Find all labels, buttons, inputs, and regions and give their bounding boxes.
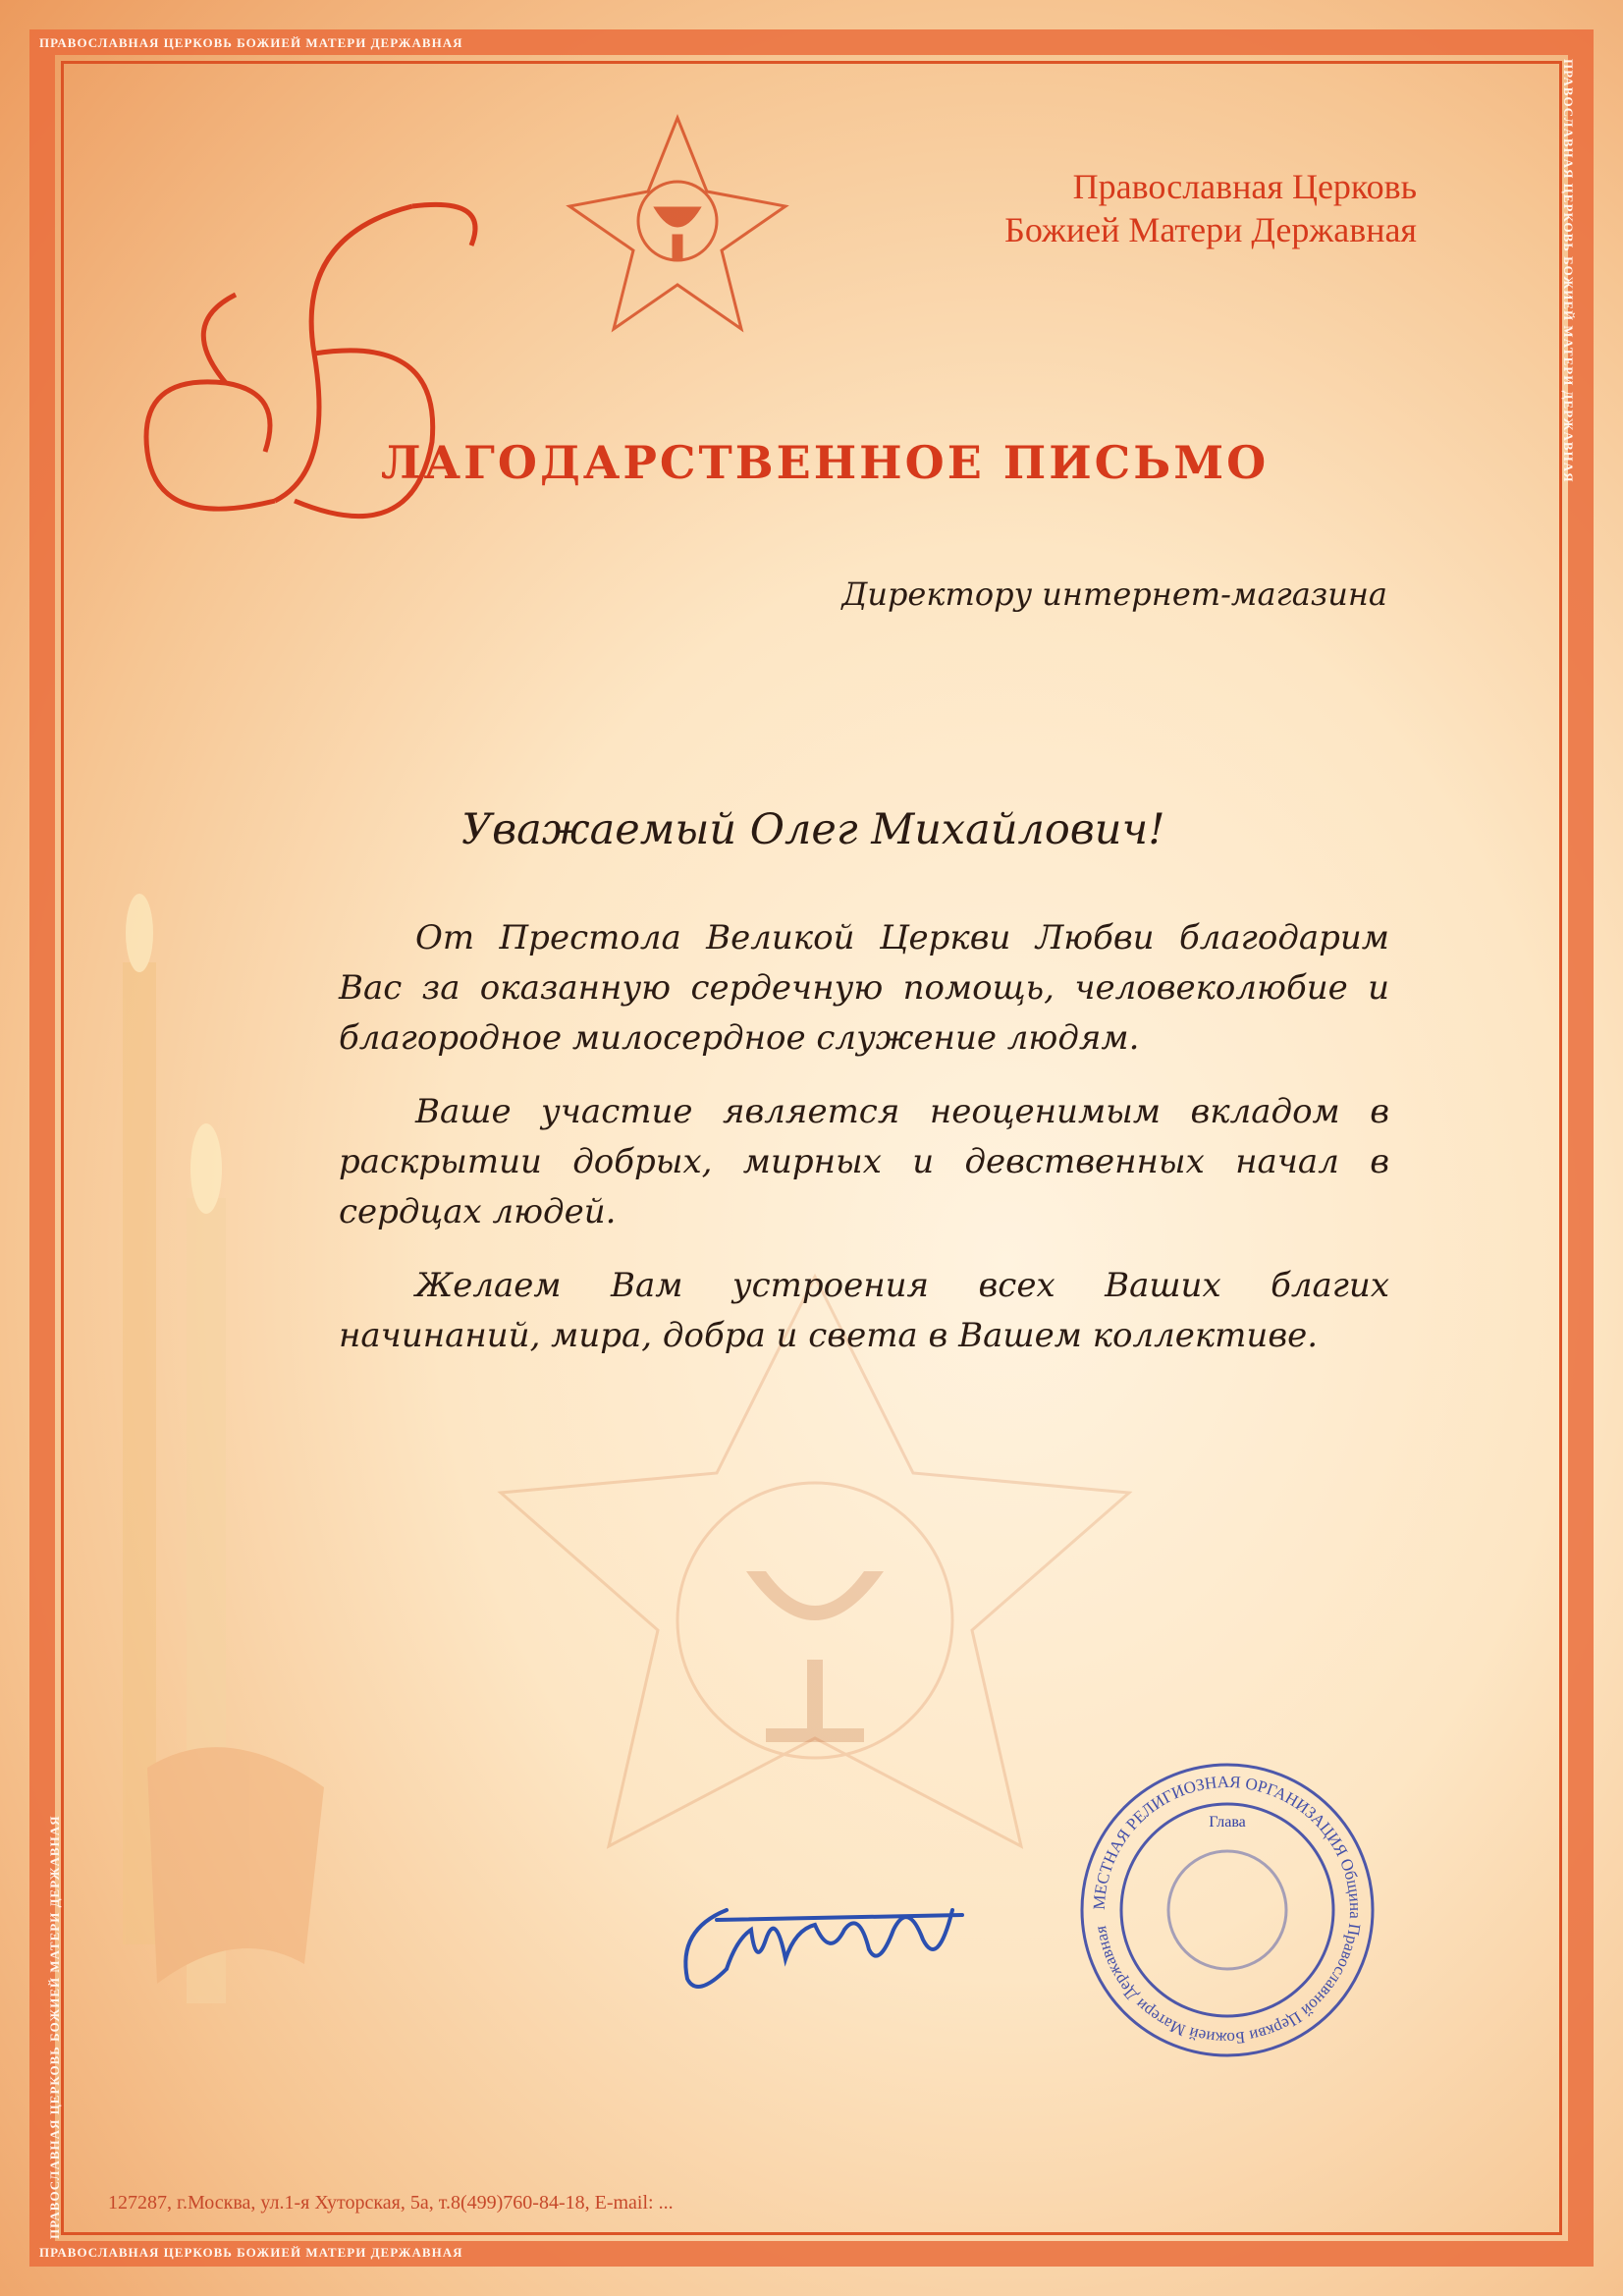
footer-address: 127287, г.Москва, ул.1-я Хуторская, 5а, т.8(499)760-84-18, E-mail: ... (108, 2192, 674, 2214)
paragraph-2: Ваше участие является неоценимым вкладом в раскрытии добрых, мирных и девственных начал в сердцах людей. (339, 1092, 1389, 1231)
church-name-line-1: Православная Церковь (1072, 167, 1417, 206)
recipient-line: Директору интернет-магазина (841, 575, 1387, 613)
paragraph-3: Желаем Вам устроения всех Ваших благих начинаний, мира, добра и света в Вашем коллективе. (339, 1266, 1389, 1355)
seal-text: МЕСТНАЯ РЕЛИГИОЗНАЯ ОРГАНИЗАЦИЯ Община Православной Церкви Божией Матери Державная (1089, 1772, 1366, 2049)
signature (658, 1871, 982, 2003)
seal-inner-text: Глава (1209, 1814, 1246, 1831)
letter-body (339, 913, 1389, 1385)
border-text-bottom: ПРАВОСЛАВНАЯ ЦЕРКОВЬ БОЖИЕЙ МАТЕРИ ДЕРЖАВНАЯ (39, 2245, 463, 2260)
border-text-left: ПРАВОСЛАВНАЯ ЦЕРКОВЬ БОЖИЕЙ МАТЕРИ ДЕРЖАВНАЯ (47, 1815, 62, 2239)
letter-heading: ЛАГОДАРСТВЕННОЕ ПИСЬМО (381, 436, 1270, 489)
church-name (1004, 165, 1417, 251)
greeting: Уважаемый Олег Михайлович! (461, 805, 1165, 854)
paragraph-1: От Престола Великой Церкви Любви благодарим Вас за оказанную сердечную помощь, человеколюбие и благородное милосердное служение людям. (339, 918, 1389, 1058)
border-text-top: ПРАВОСЛАВНАЯ ЦЕРКОВЬ БОЖИЕЙ МАТЕРИ ДЕРЖАВНАЯ (39, 35, 463, 50)
border-text-right: ПРАВОСЛАВНАЯ ЦЕРКОВЬ БОЖИЕЙ МАТЕРИ ДЕРЖАВНАЯ (1561, 59, 1576, 483)
church-name-line-2: Божией Матери Державная (1004, 210, 1417, 249)
official-seal (1075, 1758, 1380, 2062)
